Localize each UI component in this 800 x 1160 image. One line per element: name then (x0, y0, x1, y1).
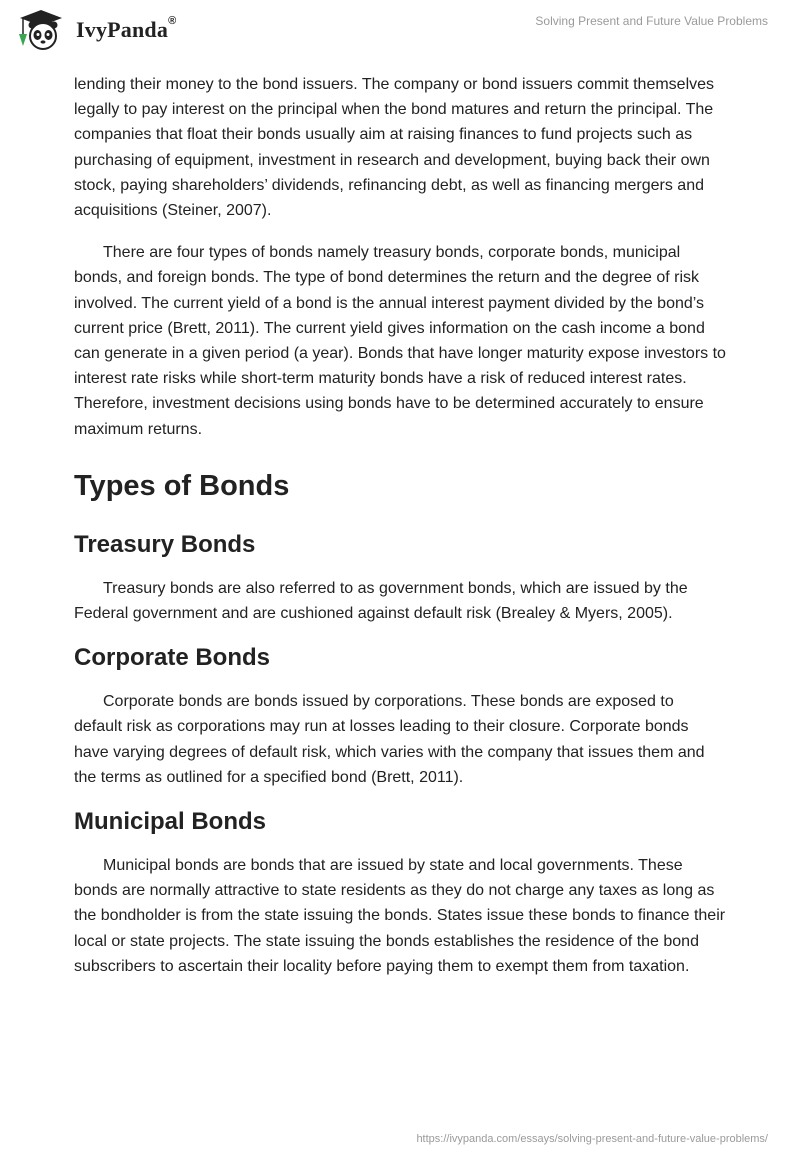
heading-treasury-bonds: Treasury Bonds (74, 530, 256, 558)
brand-name (76, 17, 176, 43)
panda-graduate-logo-icon (14, 8, 68, 52)
paragraph-corporate-bonds: Corporate bonds are bonds issued by corporations. These bonds are exposed to default risk as corporations may run at losses leading to their closure. Corporate bonds have varying degrees of default risk, which varies with the company that issues them and the terms as outlined for a specified bond (Brett, 2011). (74, 693, 705, 786)
paragraph-treasury-bonds: Treasury bonds are also referred to as government bonds, which are issued by the Federal government and are cushioned against default risk (Brealey & Myers, 2005). (74, 579, 688, 623)
heading-types-of-bonds: Types of Bonds (74, 469, 290, 502)
site-logo[interactable] (14, 8, 176, 52)
paragraph-bond-types: There are four types of bonds namely treasury bonds, corporate bonds, municipal bonds, and foreign bonds. The type of bond determines the return and the degree of risk involved. The current yield of a bond is the annual interest payment divided by the bond’s current price (Brett, 2011). The current yield gives information on the cash income a bond can generate in a given period (a year). Bonds that have longer maturity expose investors to interest rate risks while short-term maturity bonds have a risk of reduced interest rates. Therefore, investment decisions using bonds have to be determined accurately to ensure maximum returns. (74, 244, 726, 438)
heading-corporate-bonds: Corporate Bonds (74, 644, 271, 672)
paragraph-municipal-bonds: Municipal bonds are bonds that are issued by state and local governments. These bonds are normally attractive to state residents as they do not charge any taxes as long as the bondholder is from the state issuing the bonds. States issue these bonds to finance their local or state projects. The state issuing the bonds establishes the residence of the bond subscribers to ascertain their locality before paying them to exempt them from taxation. (74, 857, 726, 975)
registered-mark: ® (168, 15, 177, 27)
document-title: Solving Present and Future Value Problems (535, 14, 768, 28)
brand-name-text: IvyPanda (76, 17, 169, 42)
essay-content (74, 72, 726, 996)
heading-municipal-bonds: Municipal Bonds (74, 808, 266, 836)
page-header (0, 0, 800, 70)
paragraph-intro: lending their money to the bond issuers. The company or bond issuers commit themselves legally to pay interest on the principal when the bond matures and return the principal. The companies that float their bonds usually aim at raising finances to fund projects such as purchasing of equipment, investment in research and development, buying back their own stock, paying shareholders’ dividends, refinancing debt, as well as financing mergers and acquisitions (Steiner, 2007). (74, 76, 715, 220)
footer-url[interactable]: https://ivypanda.com/essays/solving-present-and-future-value-problems/ (416, 1133, 768, 1145)
